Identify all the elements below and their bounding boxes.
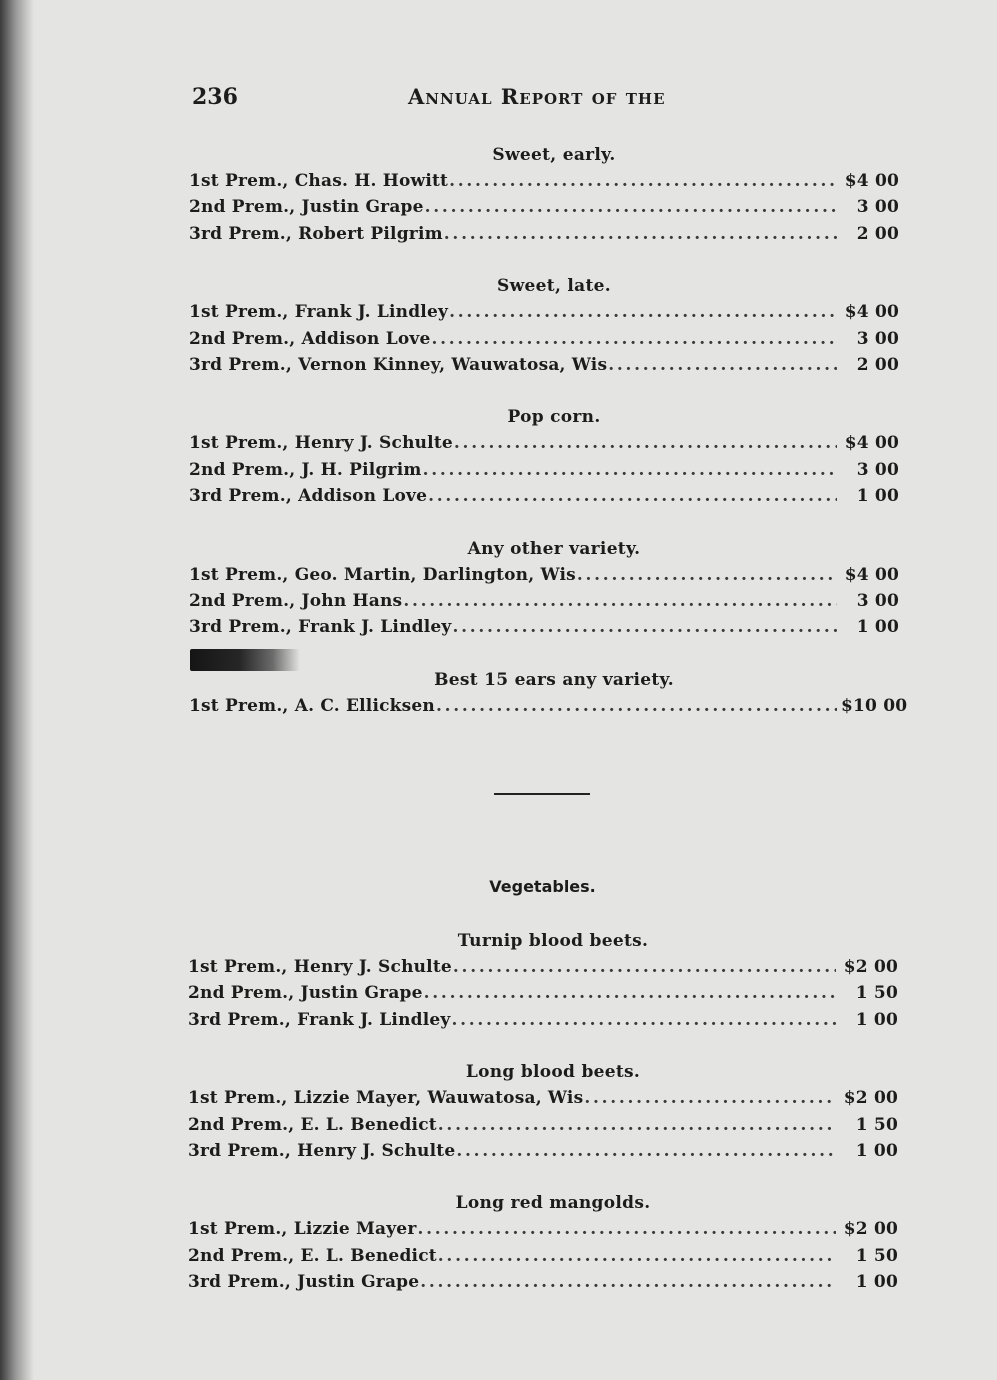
corn-premiums-section	[189, 142, 908, 719]
page-number: 236	[192, 84, 238, 110]
group-heading-pop-corn: Pop corn.	[507, 407, 601, 428]
premium-row	[189, 299, 899, 325]
group-heading-long-blood-beets: Long blood beets.	[465, 1062, 641, 1083]
premium-amount: 1 00	[855, 1272, 898, 1293]
premium-row	[188, 1085, 898, 1111]
premium-winner: E. L. Benedict	[300, 1114, 437, 1135]
premium-row	[189, 483, 899, 509]
premium-row	[189, 221, 899, 247]
premium-place: 2nd Prem.,	[188, 1114, 295, 1135]
dot-leader	[403, 588, 837, 614]
dot-leader	[425, 194, 837, 220]
dot-leader	[456, 1138, 836, 1164]
premium-amount: 1 00	[855, 1009, 898, 1030]
premium-row	[189, 430, 899, 456]
group-heading-best-15-ears: Best 15 ears any variety.	[434, 669, 674, 690]
premium-amount: 3 00	[856, 459, 899, 480]
premium-amount: 1 50	[855, 1245, 898, 1266]
premium-place: 3rd Prem.,	[188, 1009, 291, 1030]
premium-amount: $2 00	[843, 1219, 898, 1240]
premium-place: 1st Prem.,	[188, 1219, 288, 1240]
premium-place: 1st Prem.,	[189, 695, 289, 716]
premium-winner: Lizzie Mayer	[293, 1219, 417, 1240]
premium-winner: Henry J. Schulte	[293, 957, 452, 977]
premium-place: 1st Prem.,	[189, 302, 289, 323]
dot-leader	[438, 1243, 836, 1269]
premium-amount: 3 00	[856, 328, 899, 349]
dot-leader	[452, 614, 837, 640]
premium-place: 2nd Prem.,	[188, 983, 295, 1004]
premium-place: 3rd Prem.,	[189, 486, 292, 507]
premium-place: 2nd Prem.,	[189, 590, 296, 611]
premium-place: 2nd Prem.,	[189, 328, 296, 349]
dot-leader	[449, 168, 837, 194]
premium-amount: $4 00	[844, 302, 899, 323]
section-title-vegetables: Vegetables.	[489, 877, 596, 896]
premium-amount: $4 00	[844, 564, 899, 585]
premium-winner: John Hans	[301, 590, 403, 611]
premium-winner: Addison Love	[298, 486, 428, 507]
premium-winner: Justin Grape	[301, 197, 424, 218]
dot-leader	[424, 980, 836, 1006]
section-divider	[494, 793, 590, 795]
premium-row	[189, 457, 899, 483]
dot-leader	[417, 1216, 836, 1242]
premium-winner: Addison Love	[301, 328, 431, 349]
premium-winner: Frank J. Lindley	[294, 302, 449, 323]
premium-row	[188, 1138, 898, 1164]
premium-amount: $2 00	[843, 1088, 898, 1109]
premium-winner: Justin Grape	[297, 1272, 420, 1293]
vegetable-premiums-section	[188, 928, 898, 1296]
dot-leader	[577, 562, 837, 588]
premium-winner: A. C. Ellicksen	[294, 695, 435, 716]
premium-amount: $2 00	[843, 957, 898, 977]
premium-place: 3rd Prem.,	[188, 1272, 291, 1293]
premium-winner: Vernon Kinney, Wauwatosa, Wis	[298, 354, 608, 375]
premium-amount: $4 00	[844, 433, 899, 454]
dot-leader	[432, 326, 838, 352]
dot-leader	[420, 1269, 836, 1295]
premium-row	[189, 614, 899, 640]
premium-amount: 2 00	[856, 223, 899, 244]
dot-leader	[428, 483, 837, 509]
group-heading-sweet-early: Sweet, early.	[492, 145, 616, 165]
dot-leader	[453, 954, 836, 980]
premium-row	[189, 326, 899, 352]
dot-leader	[608, 352, 837, 378]
premium-amount: 1 00	[856, 486, 899, 507]
premium-amount: 3 00	[856, 197, 899, 218]
premium-place: 1st Prem.,	[189, 433, 289, 454]
premium-winner: Henry J. Schulte	[297, 1140, 456, 1161]
premium-amount: $10 00	[841, 695, 908, 716]
premium-row	[189, 588, 899, 614]
premium-place: 2nd Prem.,	[189, 197, 296, 218]
dot-leader	[454, 430, 837, 456]
running-head: Annual Report of the	[408, 84, 666, 109]
premium-winner: Chas. H. Howitt	[294, 171, 449, 191]
dot-leader	[451, 1007, 836, 1033]
ink-blot	[190, 649, 300, 671]
premium-place: 1st Prem.,	[188, 1088, 288, 1109]
premium-place: 2nd Prem.,	[189, 459, 296, 480]
premium-amount: 1 00	[855, 1140, 898, 1161]
group-heading-sweet-late: Sweet, late.	[497, 276, 611, 297]
premium-winner: Frank J. Lindley	[297, 1009, 451, 1030]
group-heading-any-other-variety: Any other variety.	[467, 538, 641, 559]
dot-leader	[423, 457, 837, 483]
premium-row	[189, 352, 899, 378]
premium-row	[189, 693, 908, 719]
premium-amount: 1 50	[855, 1114, 898, 1135]
premium-amount: $4 00	[844, 171, 899, 191]
premium-row	[189, 194, 899, 220]
premium-place: 2nd Prem.,	[188, 1245, 295, 1266]
premium-amount: 1 00	[856, 617, 899, 638]
premium-row	[188, 980, 898, 1006]
premium-place: 3rd Prem.,	[189, 223, 292, 244]
premium-row	[188, 1112, 898, 1138]
premium-row	[188, 1269, 898, 1295]
premium-winner: Henry J. Schulte	[294, 433, 453, 454]
group-heading-long-red-mangolds: Long red mangolds.	[455, 1193, 651, 1214]
premium-amount: 1 50	[855, 983, 898, 1004]
premium-winner: Lizzie Mayer, Wauwatosa, Wis	[293, 1088, 584, 1109]
premium-winner: Frank J. Lindley	[298, 617, 452, 638]
premium-winner: E. L. Benedict	[300, 1245, 437, 1266]
premium-place: 3rd Prem.,	[188, 1140, 291, 1161]
premium-winner: J. H. Pilgrim	[301, 459, 422, 480]
premium-amount: 3 00	[856, 590, 899, 611]
premium-winner: Justin Grape	[300, 983, 423, 1004]
premium-place: 1st Prem.,	[189, 171, 289, 191]
premium-row	[189, 562, 899, 588]
group-heading-turnip-blood-beets: Turnip blood beets.	[457, 931, 649, 951]
premium-row	[188, 954, 898, 980]
premium-row	[188, 1007, 898, 1033]
dot-leader	[584, 1085, 836, 1111]
book-binding-edge	[0, 0, 34, 1380]
premium-winner: Robert Pilgrim	[298, 223, 443, 244]
premium-place: 3rd Prem.,	[189, 617, 292, 638]
premium-row	[188, 1216, 898, 1242]
dot-leader	[444, 221, 837, 247]
premium-place: 1st Prem.,	[189, 564, 289, 585]
premium-amount: 2 00	[856, 354, 899, 375]
premium-row	[189, 168, 899, 194]
premium-place: 3rd Prem.,	[189, 354, 292, 375]
premium-winner: Geo. Martin, Darlington, Wis	[294, 564, 576, 585]
dot-leader	[436, 693, 837, 719]
dot-leader	[438, 1112, 836, 1138]
premium-row	[188, 1243, 898, 1269]
premium-place: 1st Prem.,	[188, 957, 288, 977]
dot-leader	[449, 299, 837, 325]
